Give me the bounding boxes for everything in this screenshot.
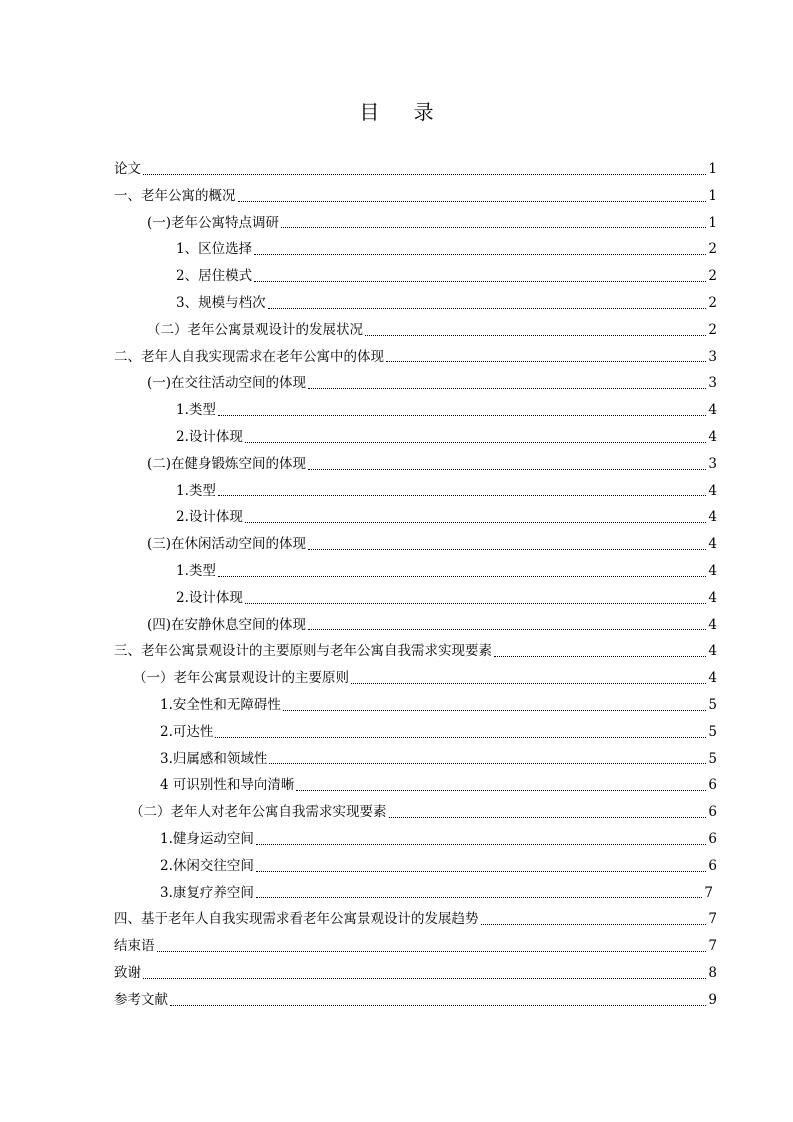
toc-entry-page-number: 5 xyxy=(708,723,717,740)
toc-entry-label: 2.设计体现 xyxy=(176,509,243,526)
toc-entry xyxy=(176,558,717,585)
toc-entry-page-number: 4 xyxy=(708,482,717,499)
toc-entry-label: 1、区位选择 xyxy=(176,241,253,258)
toc-entry-label: （二）老年公寓景观设计的发展状况 xyxy=(147,321,363,338)
page-title: 目 录 xyxy=(359,100,448,124)
dot-leader xyxy=(494,656,706,657)
toc-entry xyxy=(114,933,717,960)
toc-entry-label: 一、老年公寓的概况 xyxy=(114,187,236,204)
dot-leader xyxy=(218,576,706,577)
toc-entry-label: 2.可达性 xyxy=(160,723,214,740)
toc-entry-label: 2、居住模式 xyxy=(176,268,253,285)
toc-entry xyxy=(176,424,717,451)
toc-entry xyxy=(114,906,717,933)
toc-entry xyxy=(160,853,717,880)
toc-entry-page-number: 9 xyxy=(708,991,717,1008)
dot-leader xyxy=(308,629,706,630)
toc-entry-page-number: 6 xyxy=(708,831,717,847)
toc-entry-page-number: 7 xyxy=(708,938,717,955)
toc-entry-label: 1.安全性和无障碍性 xyxy=(160,697,281,713)
toc-entry xyxy=(176,236,717,263)
toc-entry-label: 1.类型 xyxy=(176,563,216,579)
toc-entry-page-number: 1 xyxy=(708,214,717,231)
dot-leader xyxy=(218,415,706,416)
toc-entry-label: 2.设计体现 xyxy=(176,589,243,606)
toc-entry-page-number: 7 xyxy=(704,884,713,901)
dot-leader xyxy=(256,844,706,845)
dot-leader xyxy=(170,1005,706,1006)
dot-leader xyxy=(308,388,706,389)
toc-entry xyxy=(160,692,717,719)
toc-entry-label: （一）老年公寓景观设计的主要原则 xyxy=(133,670,349,687)
toc-entry xyxy=(160,826,717,853)
dot-leader xyxy=(308,469,706,470)
toc-entry-page-number: 5 xyxy=(708,697,717,713)
dot-leader xyxy=(269,763,706,764)
dot-leader xyxy=(256,897,702,898)
toc-entry-page-number: 4 xyxy=(708,509,717,526)
toc-entry-page-number: 4 xyxy=(708,563,717,579)
toc-entry xyxy=(147,531,717,558)
toc-entry xyxy=(160,746,717,773)
toc-entry-page-number: 3 xyxy=(708,455,717,472)
dot-leader xyxy=(308,549,706,550)
dot-leader xyxy=(238,201,707,202)
toc-entry xyxy=(114,156,717,183)
toc-entry xyxy=(176,263,717,290)
toc-entry-page-number: 2 xyxy=(708,268,717,285)
toc-entry-page-number: 6 xyxy=(708,857,717,874)
toc-entry xyxy=(114,987,717,1014)
toc-entry xyxy=(114,183,717,210)
toc-entry-page-number: 5 xyxy=(708,750,717,767)
toc-entry-page-number: 1 xyxy=(708,187,717,204)
toc-entry xyxy=(147,317,717,344)
toc-entry-label: 3.康复疗养空间 xyxy=(160,884,254,901)
toc-entry-label: (二)在健身锻炼空间的体现 xyxy=(147,455,307,472)
dot-leader xyxy=(281,227,706,228)
dot-leader xyxy=(256,871,706,872)
toc-entry-label: (四)在安静休息空间的体现 xyxy=(147,616,307,633)
toc-entry-label: 4 可识别性和导向清晰 xyxy=(160,777,295,794)
toc-entry-label: 三、老年公寓景观设计的主要原则与老年公寓自我需求实现要素 xyxy=(114,643,492,660)
toc-entry-label: 1.类型 xyxy=(176,482,216,499)
toc-entry xyxy=(176,478,717,505)
dot-leader xyxy=(481,924,707,925)
dot-leader xyxy=(296,790,706,791)
toc-entry-label: 结束语 xyxy=(114,938,155,955)
toc-entry-label: 1.健身运动空间 xyxy=(160,831,254,847)
toc-entry-label: 四、基于老年人自我实现需求看老年公寓景观设计的发展趋势 xyxy=(114,911,479,928)
toc-entry-page-number: 4 xyxy=(708,589,717,606)
toc-entry-page-number: 6 xyxy=(708,804,717,821)
dot-leader xyxy=(254,281,706,282)
toc-entry-page-number: 4 xyxy=(708,643,717,660)
toc-entry xyxy=(147,370,717,397)
toc-entry-page-number: 8 xyxy=(708,965,717,981)
toc-entry xyxy=(133,665,717,692)
toc-entry xyxy=(114,344,717,371)
toc-entry-page-number: 4 xyxy=(708,402,717,419)
dot-leader xyxy=(268,308,706,309)
toc-entry xyxy=(130,799,717,826)
toc-entry-label: 3、规模与档次 xyxy=(176,295,266,311)
toc-entry xyxy=(114,960,717,987)
toc-entry xyxy=(147,451,717,478)
dot-leader xyxy=(245,442,706,443)
toc-entry-label: (一)老年公寓特点调研 xyxy=(147,214,280,231)
toc-entry-label: 1.类型 xyxy=(176,402,216,419)
toc-entry-page-number: 4 xyxy=(708,429,717,445)
dot-leader xyxy=(157,951,707,952)
toc-entry-label: 2.休闲交往空间 xyxy=(160,857,254,874)
toc-entry xyxy=(160,719,717,746)
toc-entry-page-number: 3 xyxy=(708,375,717,392)
toc-entry-page-number: 6 xyxy=(708,777,717,794)
toc-entry-page-number: 4 xyxy=(708,616,717,633)
toc-entry xyxy=(176,585,717,612)
dot-leader xyxy=(254,254,706,255)
dot-leader xyxy=(386,361,706,362)
toc-entry xyxy=(160,772,717,799)
toc-entry-label: 二、老年人自我实现需求在老年公寓中的体现 xyxy=(114,348,384,365)
dot-leader xyxy=(143,978,706,979)
toc-entry-page-number: 3 xyxy=(708,348,717,365)
toc-entry-page-number: 4 xyxy=(708,536,717,553)
toc-entry-label: 致谢 xyxy=(114,965,141,981)
toc-entry xyxy=(176,397,717,424)
toc-entry-label: 2.设计体现 xyxy=(176,429,243,445)
dot-leader xyxy=(218,495,706,496)
toc-entry-page-number: 2 xyxy=(708,321,717,338)
toc-entry-page-number: 2 xyxy=(708,241,717,258)
toc-entry xyxy=(160,880,713,907)
toc-entry-label: (一)在交往活动空间的体现 xyxy=(147,375,307,392)
dot-leader xyxy=(365,335,706,336)
dot-leader xyxy=(215,737,706,738)
toc-entry xyxy=(114,638,717,665)
toc-entry-label: （二）老年人对老年公寓自我需求实现要素 xyxy=(130,804,387,821)
toc-entry xyxy=(176,504,717,531)
dot-leader xyxy=(283,710,706,711)
toc-entry-label: 参考文献 xyxy=(114,991,168,1008)
toc-entry-label: 3.归属感和领域性 xyxy=(160,750,268,767)
dot-leader xyxy=(389,817,707,818)
toc-entry-label: 论文 xyxy=(114,161,141,177)
toc-entry-page-number: 2 xyxy=(708,295,717,311)
dot-leader xyxy=(245,522,706,523)
toc-entry xyxy=(176,290,717,317)
dot-leader xyxy=(143,174,706,175)
dot-leader xyxy=(351,683,706,684)
toc-entry-page-number: 4 xyxy=(708,670,717,687)
toc-entry-page-number: 7 xyxy=(708,911,717,928)
toc-entry xyxy=(147,210,717,237)
dot-leader xyxy=(245,603,706,604)
toc-entry xyxy=(147,612,717,639)
toc-entry-label: (三)在休闲活动空间的体现 xyxy=(147,536,307,553)
toc-entry-page-number: 1 xyxy=(708,161,717,177)
